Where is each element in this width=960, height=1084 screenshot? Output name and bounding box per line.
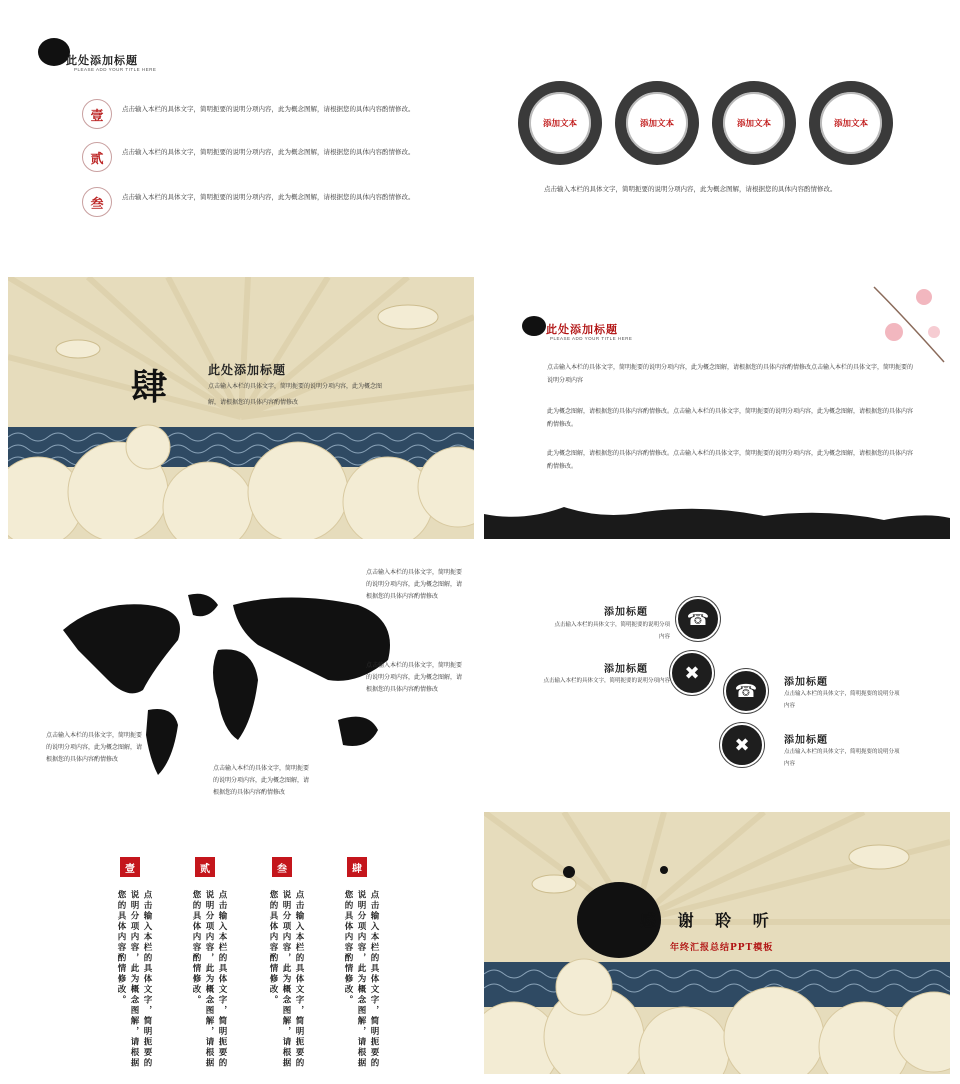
column-text: 点击输入本栏的具体文字，简明扼要的说明分项内容，此为概念图解，请根据您的具体内容酌情修改。 bbox=[191, 890, 227, 1069]
thanks-title: 感 谢 聆 听 bbox=[640, 911, 777, 930]
slide-2 bbox=[484, 15, 950, 277]
paragraph: 点击输入本栏的具体文字，简明扼要的说明分项内容，此为概念图解，请根据您的具体内容酌情修改点击输入本栏的具体文字，简明扼要的说明分项内容 bbox=[547, 364, 914, 384]
item-title: 添加标题 bbox=[784, 677, 828, 688]
ring-label: 添加文本 bbox=[639, 119, 674, 129]
number-badge: 贰 bbox=[195, 857, 215, 877]
number-badge: 贰 bbox=[82, 142, 112, 172]
phone-icon: ☎ bbox=[676, 597, 720, 641]
map-note: 点击输入本栏的具体文字，简明扼要的说明分项内容，此为概念图解，请根据您的具体内容酌情修改 bbox=[213, 765, 310, 796]
slide-1 bbox=[8, 15, 474, 277]
item-text: 点击输入本栏的具体文字，简明扼要的说明分项内容 bbox=[543, 678, 670, 684]
ink-ring bbox=[712, 81, 796, 165]
slide-subtitle: PLEASE ADD YOUR TITLE HERE bbox=[74, 67, 157, 72]
ink-ring bbox=[518, 81, 602, 165]
ring-label: 添加文本 bbox=[542, 119, 577, 129]
paragraph: 此为概念图解，请根据您的具体内容酌情修改。点击输入本栏的具体文字，简明扼要的说明分项内容，此为概念图解，请根据您的具体内容酌情修改。 bbox=[547, 408, 914, 428]
body-text: 点击输入本栏的具体文字，简明扼要的说明分项内容，此为概念图解，请根据您的具体内容酌情修改。 bbox=[544, 185, 837, 193]
item-title: 添加标题 bbox=[604, 607, 648, 618]
slide-title: 此处添加标题 bbox=[66, 54, 138, 67]
item-text: 点击输入本栏的具体文字，简明扼要的说明分项内容 bbox=[784, 691, 900, 709]
slide-3 bbox=[8, 277, 474, 539]
number-badge: 壹 bbox=[120, 857, 140, 877]
item-text: 点击输入本栏的具体文字，简明扼要的说明分项内容 bbox=[784, 749, 900, 767]
slide-title: 此处添加标题 bbox=[546, 323, 618, 336]
ink-ring bbox=[809, 81, 893, 165]
map-note: 点击输入本栏的具体文字，简明扼要的说明分项内容，此为概念图解，请根据您的具体内容酌情修改 bbox=[366, 569, 463, 600]
blossom-decoration bbox=[864, 277, 950, 367]
tools-icon: ✖ bbox=[670, 651, 714, 695]
thanks-subtitle: 年终汇报总结PPT模板 bbox=[670, 943, 774, 953]
item-text: 点击输入本栏的具体文字，简明扼要的说明分项内容，此为概念图解，请根据您的具体内容酌情修改。 bbox=[122, 105, 415, 113]
number-badge: 肆 bbox=[347, 857, 367, 877]
slide-7 bbox=[8, 812, 474, 1074]
big-numeral: 肆 bbox=[131, 366, 168, 408]
map-note: 点击输入本栏的具体文字，简明扼要的说明分项内容，此为概念图解，请根据您的具体内容酌情修改 bbox=[46, 732, 143, 763]
item-text: 点击输入本栏的具体文字，简明扼要的说明分项内容，此为概念图解，请根据您的具体内容酌情修改。 bbox=[122, 193, 415, 201]
map-note: 点击输入本栏的具体文字，简明扼要的说明分项内容，此为概念图解，请根据您的具体内容酌情修改 bbox=[366, 662, 463, 693]
column-text: 点击输入本栏的具体文字，简明扼要的说明分项内容，此为概念图解，请根据您的具体内容酌情修改。 bbox=[116, 890, 152, 1069]
ink-blot-icon bbox=[522, 316, 546, 336]
item-text: 点击输入本栏的具体文字，简明扼要的说明分项内容 bbox=[554, 622, 670, 640]
ink-landscape bbox=[484, 502, 950, 539]
slide-4 bbox=[484, 277, 950, 539]
phone-icon: ☎ bbox=[724, 669, 768, 713]
column-text: 点击输入本栏的具体文字，简明扼要的说明分项内容，此为概念图解，请根据您的具体内容酌情修改。 bbox=[268, 890, 304, 1069]
ink-ring bbox=[615, 81, 699, 165]
paragraph: 此为概念图解，请根据您的具体内容酌情修改。点击输入本栏的具体文字，简明扼要的说明分项内容，此为概念图解，请根据您的具体内容酌情修改。 bbox=[547, 450, 914, 470]
slide-title: 此处添加标题 bbox=[208, 363, 287, 377]
slide-8 bbox=[484, 812, 950, 1074]
body-text: 点击输入本栏的具体文字，简明扼要的说明分项内容，此为概念图解，请根据您的具体内容酌情修改 bbox=[208, 383, 383, 406]
slide-6 bbox=[484, 545, 950, 807]
slide-5 bbox=[8, 545, 474, 807]
tools-icon: ✖ bbox=[720, 723, 764, 767]
number-badge: 叁 bbox=[82, 187, 112, 217]
column-text: 点击输入本栏的具体文字，简明扼要的说明分项内容，此为概念图解，请根据您的具体内容酌情修改。 bbox=[343, 890, 379, 1069]
item-title: 添加标题 bbox=[784, 735, 828, 746]
ring-label: 添加文本 bbox=[736, 119, 771, 129]
number-badge: 叁 bbox=[272, 857, 292, 877]
number-badge: 壹 bbox=[82, 99, 112, 129]
item-text: 点击输入本栏的具体文字，简明扼要的说明分项内容，此为概念图解，请根据您的具体内容酌情修改。 bbox=[122, 148, 415, 156]
slide-subtitle: PLEASE ADD YOUR TITLE HERE bbox=[550, 336, 633, 341]
item-title: 添加标题 bbox=[604, 664, 648, 675]
ring-label: 添加文本 bbox=[833, 119, 868, 129]
